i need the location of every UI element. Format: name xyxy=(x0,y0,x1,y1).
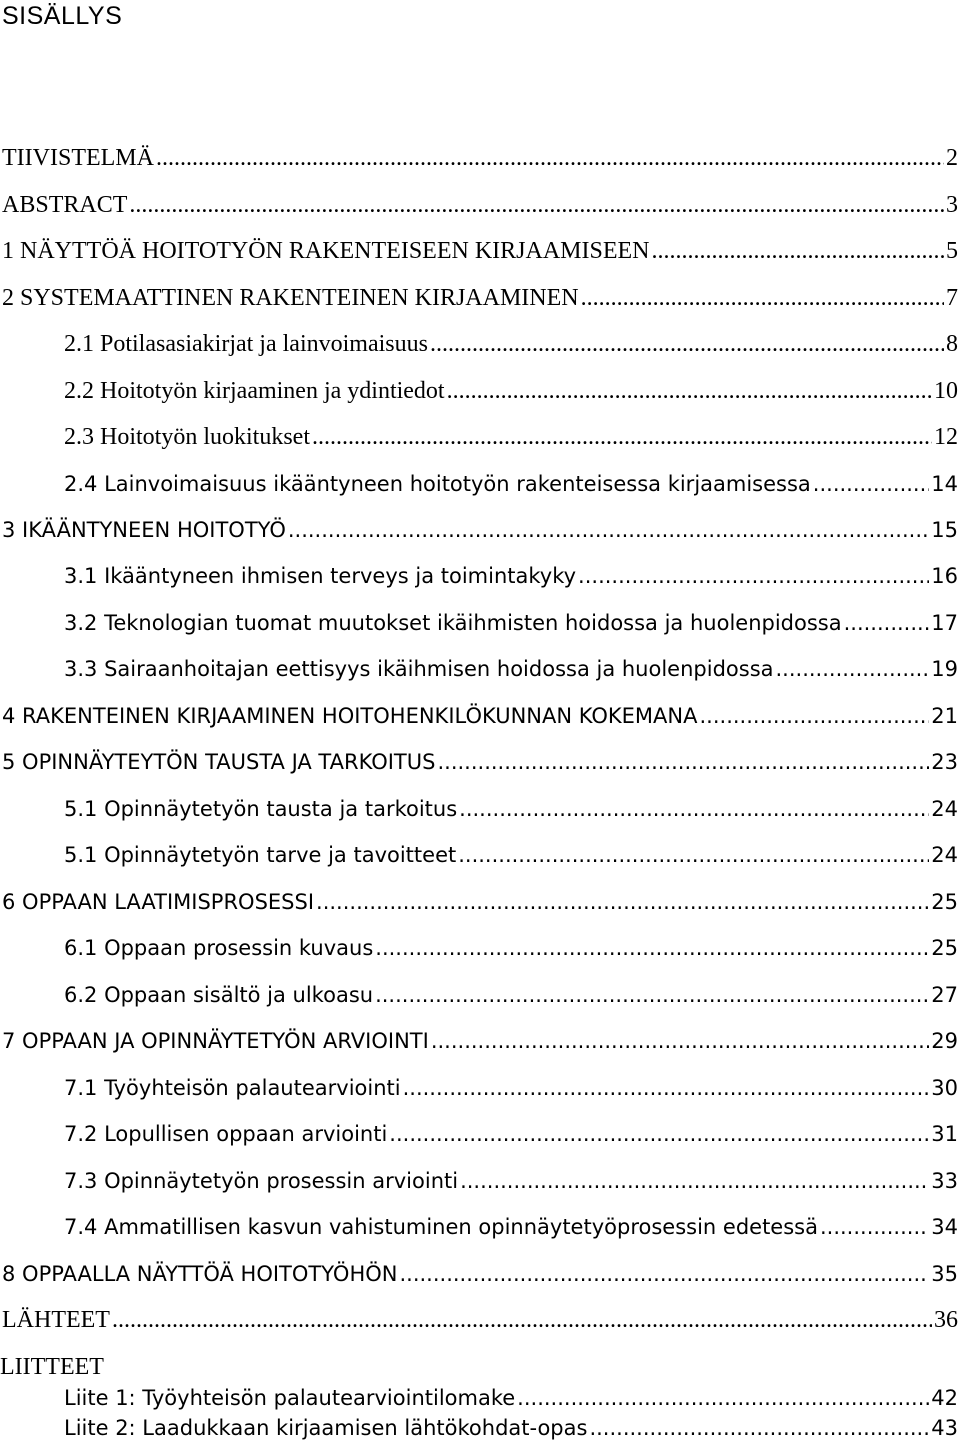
toc-entry[interactable] xyxy=(0,557,960,591)
toc-entry-title: 2.1 Potilasasiakirjat ja lainvoimaisuus xyxy=(64,331,428,357)
dot-leader xyxy=(437,747,929,777)
toc-entry-page-number: 7 xyxy=(946,285,958,311)
toc-entry-page-number: 19 xyxy=(931,657,958,681)
toc-entry[interactable] xyxy=(0,465,960,499)
toc-entry-page-number: 8 xyxy=(946,331,958,357)
toc-entry-page-number: 29 xyxy=(931,1029,958,1053)
dot-leader xyxy=(312,422,932,452)
toc-entry-page-number: 23 xyxy=(931,750,958,774)
toc-entry[interactable] xyxy=(0,743,960,777)
dot-leader xyxy=(316,887,929,917)
toc-entry[interactable] xyxy=(0,511,960,545)
toc-entry-page-number: 3 xyxy=(946,192,958,218)
toc-entry-title: ABSTRACT xyxy=(2,192,128,218)
dot-leader xyxy=(430,329,944,359)
dot-leader xyxy=(129,190,944,220)
toc-entry-page-number: 10 xyxy=(934,378,958,404)
toc-entry-page-number: 21 xyxy=(931,704,958,728)
toc-entry-title: 4 RAKENTEINEN KIRJAAMINEN HOITOHENKILÖKUNNAN KOKEMANA xyxy=(2,704,698,728)
toc-entry-page-number: 25 xyxy=(931,936,958,960)
dot-leader xyxy=(517,1385,929,1411)
toc-entry-page-number: 5 xyxy=(946,238,958,264)
toc-entry-title: 7.3 Opinnäytetyön prosessin arviointi xyxy=(64,1169,459,1193)
toc-entry-title: 6.1 Oppaan prosessin kuvaus xyxy=(64,936,374,960)
dot-leader xyxy=(459,794,929,824)
toc-entry-page-number: 36 xyxy=(934,1307,958,1333)
toc-entry-page-number: 33 xyxy=(931,1169,958,1193)
dot-leader xyxy=(458,840,929,870)
toc-entry-page-number: 17 xyxy=(931,611,958,635)
toc-entry-page-number: 34 xyxy=(931,1215,958,1239)
toc-entry-page-number: 25 xyxy=(931,890,958,914)
toc-entry-title: 2 SYSTEMAATTINEN RAKENTEINEN KIRJAAMINEN xyxy=(2,285,579,311)
toc-entry-page-number: 30 xyxy=(931,1076,958,1100)
dot-leader xyxy=(431,1026,929,1056)
toc-entry-page-number: 35 xyxy=(931,1262,958,1286)
toc-entry[interactable] xyxy=(0,1022,960,1056)
toc-entry[interactable] xyxy=(0,1255,960,1289)
toc-entry[interactable] xyxy=(0,883,960,917)
toc-entry-title: 3.2 Teknologian tuomat muutokset ikäihmisten hoidossa ja huolenpidossa xyxy=(64,611,842,635)
toc-entry[interactable] xyxy=(0,1208,960,1242)
toc-entry-title: 7 OPPAAN JA OPINNÄYTETYÖN ARVIOINTI xyxy=(2,1029,429,1053)
dot-leader xyxy=(399,1259,929,1289)
toc-entry-title: 3.3 Sairaanhoitajan eettisyys ikäihmisen hoidossa ja huolenpidossa xyxy=(64,657,774,681)
dot-leader xyxy=(403,1073,930,1103)
toc-entry-page-number: 2 xyxy=(946,145,958,171)
toc-entry[interactable] xyxy=(0,325,960,359)
toc-entry-title: LÄHTEET xyxy=(2,1307,110,1333)
toc-entry[interactable] xyxy=(0,650,960,684)
appendix-entry[interactable] xyxy=(0,1413,960,1441)
toc-entry[interactable] xyxy=(0,697,960,731)
toc-entry-title: 7.1 Työyhteisön palautearviointi xyxy=(64,1076,401,1100)
toc-entry[interactable] xyxy=(0,1301,960,1335)
dot-leader xyxy=(375,980,929,1010)
dot-leader xyxy=(460,1166,929,1196)
toc-entry-title: 8 OPPAALLA NÄYTTÖÄ HOITOTYÖHÖN xyxy=(2,1262,398,1286)
toc-entry-title: 6.2 Oppaan sisältö ja ulkoasu xyxy=(64,983,374,1007)
toc-entry[interactable] xyxy=(0,1069,960,1103)
toc-entry-page-number: 12 xyxy=(934,424,958,450)
dot-leader xyxy=(652,236,945,266)
dot-leader xyxy=(813,469,929,499)
toc-entry[interactable] xyxy=(0,186,960,220)
toc-entry-page-number: 16 xyxy=(931,564,958,588)
toc-entry-page-number: 24 xyxy=(931,797,958,821)
toc-entry[interactable] xyxy=(0,929,960,963)
toc-entry-title: 7.4 Ammatillisen kasvun vahistuminen opinnäytetyöprosessin edetessä xyxy=(64,1215,818,1239)
toc-entry[interactable] xyxy=(0,1162,960,1196)
toc-entry-title: 5.1 Opinnäytetyön tarve ja tavoitteet xyxy=(64,843,457,867)
toc-entry[interactable] xyxy=(0,790,960,824)
toc-entry-title: 5 OPINNÄYTEYTÖN TAUSTA JA TARKOITUS xyxy=(2,750,436,774)
dot-leader xyxy=(700,701,930,731)
appendix-entry[interactable] xyxy=(0,1383,960,1411)
dot-leader xyxy=(844,608,930,638)
toc-entry[interactable] xyxy=(0,279,960,313)
toc-entry-title: 3.1 Ikääntyneen ihmisen terveys ja toimintakyky xyxy=(64,564,577,588)
dot-leader xyxy=(776,654,930,684)
toc-entry-page-number: 14 xyxy=(931,472,958,496)
toc-entry[interactable] xyxy=(0,836,960,870)
dot-leader xyxy=(589,1415,929,1441)
toc-entry[interactable] xyxy=(0,418,960,452)
dot-leader xyxy=(581,283,944,313)
appendix-entry-page-number: 43 xyxy=(931,1416,958,1440)
dot-leader xyxy=(447,376,932,406)
appendix-entry-title: Liite 1: Työyhteisön palautearviointilomake xyxy=(64,1386,516,1410)
toc-entry-title: 6 OPPAAN LAATIMISPROSESSI xyxy=(2,890,315,914)
toc-entry-title: 2.3 Hoitotyön luokitukset xyxy=(64,424,310,450)
dot-leader xyxy=(112,1305,932,1335)
toc-entry[interactable] xyxy=(0,976,960,1010)
toc-entry-title: 2.4 Lainvoimaisuus ikääntyneen hoitotyön rakenteisessa kirjaamisessa xyxy=(64,472,811,496)
dot-leader xyxy=(375,933,929,963)
toc-entry-title: 5.1 Opinnäytetyön tausta ja tarkoitus xyxy=(64,797,458,821)
toc-entry-title: 7.2 Lopullisen oppaan arviointi xyxy=(64,1122,388,1146)
toc-entry[interactable] xyxy=(0,1115,960,1149)
dot-leader xyxy=(389,1119,929,1149)
toc-entry-title: 1 NÄYTTÖÄ HOITOTYÖN RAKENTEISEEN KIRJAAMISEEN xyxy=(2,238,650,264)
toc-entry-title: TIIVISTELMÄ xyxy=(2,145,154,171)
toc-entry-page-number: 27 xyxy=(931,983,958,1007)
appendix-heading: LIITTEET xyxy=(0,1354,104,1380)
toc-entry[interactable] xyxy=(0,604,960,638)
dot-leader xyxy=(820,1212,929,1242)
appendix-entry-page-number: 42 xyxy=(931,1386,958,1410)
toc-entry[interactable] xyxy=(0,232,960,266)
dot-leader xyxy=(578,561,929,591)
appendix-entry-title: Liite 2: Laadukkaan kirjaamisen lähtökohdat-opas xyxy=(64,1416,588,1440)
dot-leader xyxy=(288,515,929,545)
toc-entry-page-number: 24 xyxy=(931,843,958,867)
dot-leader xyxy=(156,143,944,173)
document-heading: SISÄLLYS xyxy=(2,2,123,30)
toc-entry-page-number: 15 xyxy=(931,518,958,542)
toc-entry-title: 2.2 Hoitotyön kirjaaminen ja ydintiedot xyxy=(64,378,445,404)
toc-entry-title: 3 IKÄÄNTYNEEN HOITOTYÖ xyxy=(2,518,286,542)
toc-entry[interactable] xyxy=(0,139,960,173)
toc-entry[interactable] xyxy=(0,372,960,406)
toc-entry-page-number: 31 xyxy=(931,1122,958,1146)
